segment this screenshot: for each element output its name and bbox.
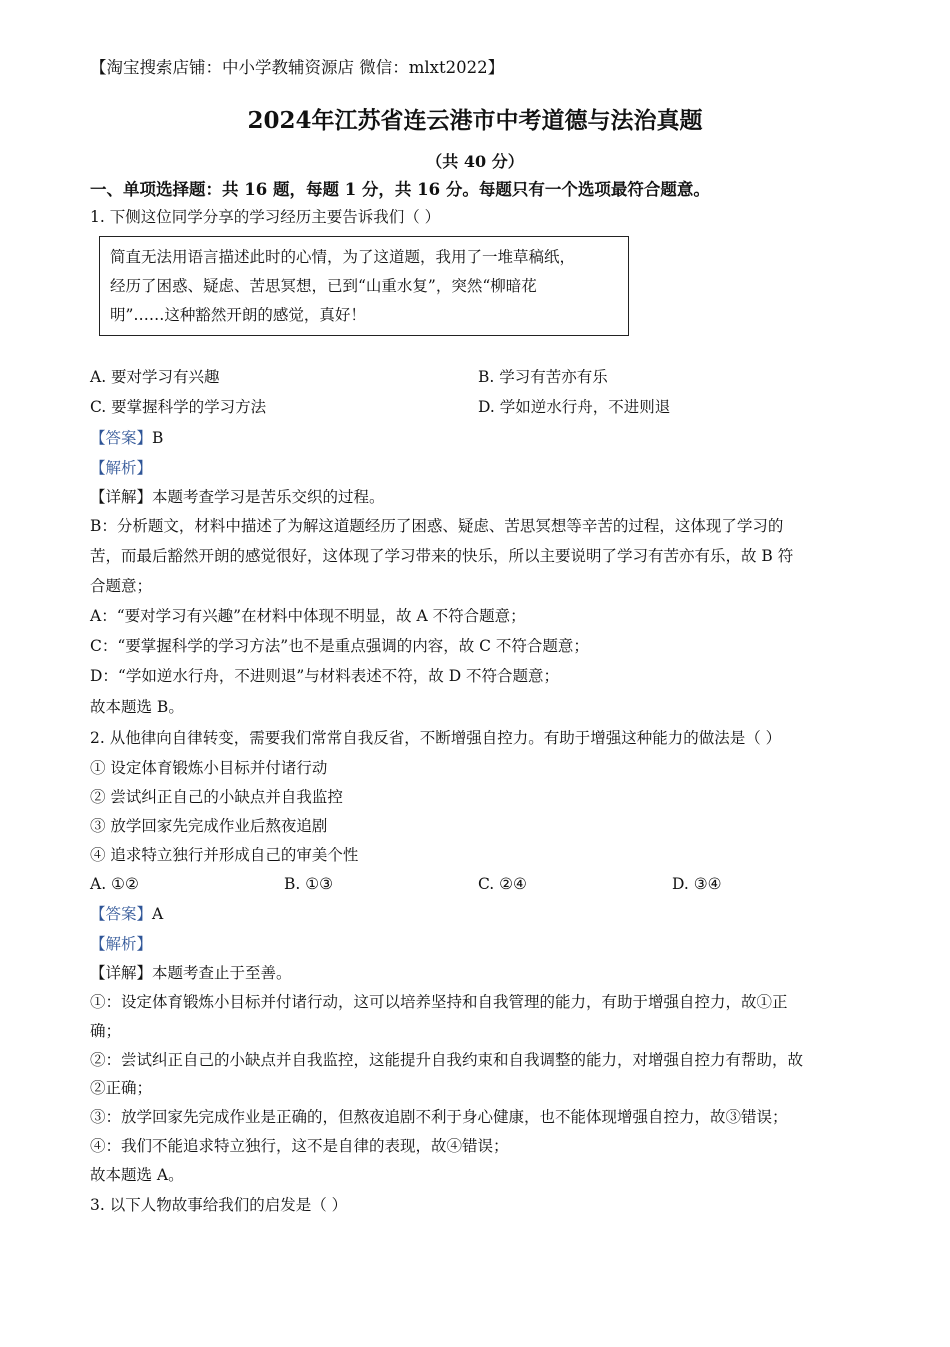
q1-detail-line: D：“学如逆水行舟，不进则退”与材料表述不符，故 D 不符合题意； <box>90 667 560 685</box>
q2-detail-line: ②：尝试纠正自己的小缺点并自我监控，这能提升自我约束和自我调整的能力，对增强自控力有帮助，故 <box>90 1051 804 1069</box>
q2-stem: 2. 从他律向自律转变，需要我们常常自我反省，不断增强自控力。有助于增强这种能力的做法是（ ） <box>90 729 782 747</box>
q1-material-line: 简直无法用语言描述此时的心情，为了这道题，我用了一堆草稿纸， <box>110 248 576 266</box>
q2-answer-value: A <box>152 905 164 923</box>
q2-detail-line: 故本题选 A。 <box>90 1166 184 1184</box>
q2-item: ④ 追求特立独行并形成自己的审美个性 <box>90 846 359 864</box>
q1-material-line: 明”……这种豁然开朗的感觉，真好！ <box>110 306 366 324</box>
section-title: 一、单项选择题：共 16 题，每题 1 分，共 16 分。每题只有一个选项最符合题意。 <box>90 180 710 199</box>
q1-detail-line: 故本题选 B。 <box>90 698 184 716</box>
q1-detail-line: 【详解】本题考查学习是苦乐交织的过程。 <box>90 488 385 506</box>
q1-material-line: 经历了困惑、疑虑、苦思冥想，已到“山重水复”，突然“柳暗花 <box>110 277 537 295</box>
q1-detail-line: 合题意； <box>90 577 153 595</box>
q2-option-b: B. ①③ <box>284 875 334 893</box>
q1-option-c: C. 要掌握科学的学习方法 <box>90 398 267 416</box>
q2-answer <box>90 904 163 924</box>
document-title: 2024年江苏省连云港市中考道德与法治真题 <box>247 107 703 134</box>
q1-option-d: D. 学如逆水行舟，不进则退 <box>478 398 671 416</box>
q2-detail-line: 确； <box>90 1022 122 1040</box>
q1-detail-line: C：“要掌握科学的学习方法”也不是重点强调的内容，故 C 不符合题意； <box>90 637 589 655</box>
q1-detail-line: 苦，而最后豁然开朗的感觉很好，这体现了学习带来的快乐，所以主要说明了学习有苦亦有乐，故 B 符 <box>90 547 794 565</box>
q2-item: ① 设定体育锻炼小目标并付诸行动 <box>90 759 328 777</box>
q2-option-d: D. ③④ <box>672 875 722 893</box>
q2-detail-line: 【详解】本题考查止于至善。 <box>90 964 292 982</box>
q2-option-c: C. ②④ <box>478 875 527 893</box>
q1-stem: 1. 下侧这位同学分享的学习经历主要告诉我们（ ） <box>90 208 441 226</box>
q2-detail-line: ③：放学回家先完成作业是正确的，但熬夜追剧不利于身心健康，也不能体现增强自控力，故③错误； <box>90 1108 788 1126</box>
q3-stem: 3. 以下人物故事给我们的启发是（ ） <box>90 1196 348 1214</box>
q2-detail-line: ④：我们不能追求特立独行，这不是自律的表现，故④错误； <box>90 1137 509 1155</box>
document-subtitle: （共 40 分） <box>426 152 524 171</box>
answer-tag: 【答案】 <box>90 905 153 923</box>
q1-detail-line: B：分析题文，材料中描述了为解这道题经历了困惑、疑虑、苦思冥想等辛苦的过程，这体现了学习的 <box>90 517 784 535</box>
q1-answer <box>90 428 163 448</box>
q2-detail-line: ①：设定体育锻炼小目标并付诸行动，这可以培养坚持和自我管理的能力，有助于增强自控力，故①正 <box>90 993 788 1011</box>
q1-material-box <box>99 236 629 336</box>
q1-option-b: B. 学习有苦亦有乐 <box>478 368 608 386</box>
q1-option-a: A. 要对学习有兴趣 <box>90 368 220 386</box>
q1-analysis-tag: 【解析】 <box>90 459 153 477</box>
header-note: 【淘宝搜索店铺：中小学教辅资源店 微信：mlxt2022】 <box>90 58 505 77</box>
q1-detail-line: A：“要对学习有兴趣”在材料中体现不明显，故 A 不符合题意； <box>90 607 526 625</box>
q2-item: ② 尝试纠正自己的小缺点并自我监控 <box>90 788 343 806</box>
q2-item: ③ 放学回家先完成作业后熬夜追剧 <box>90 817 328 835</box>
q2-option-a: A. ①② <box>90 875 139 893</box>
q1-answer-value: B <box>152 429 164 447</box>
answer-tag: 【答案】 <box>90 429 153 447</box>
q2-analysis-tag: 【解析】 <box>90 935 153 953</box>
q2-detail-line: ②正确； <box>90 1079 153 1097</box>
